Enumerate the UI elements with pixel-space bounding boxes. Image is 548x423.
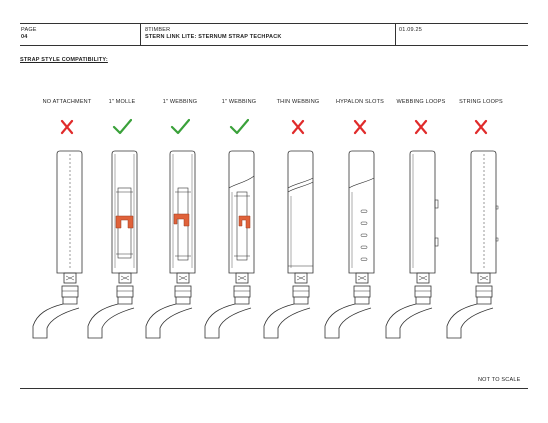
check-icon [229, 118, 249, 136]
column-label-molle: 1" MOLLE [108, 99, 136, 105]
column-label-no-attachment: NO ATTACHMENT [42, 99, 92, 105]
column-label-webbing: 1" WEBBING [162, 99, 198, 105]
footer-rule [20, 388, 528, 389]
section-title: STRAP STYLE COMPATIBILITY: [20, 57, 108, 63]
strap-drawing-string-loops [431, 148, 531, 348]
scale-note: NOT TO SCALE [478, 377, 521, 383]
cross-icon [288, 118, 308, 136]
header-top-rule [20, 23, 528, 24]
header-divider-2 [395, 23, 396, 45]
brand-name: 8TIMBER [145, 27, 171, 33]
header-bottom-rule [20, 45, 528, 46]
cross-icon [411, 118, 431, 136]
header-divider-1 [140, 23, 141, 45]
column-label-thin-webbing: THIN WEBBING [276, 99, 320, 105]
cross-icon [471, 118, 491, 136]
check-icon [112, 118, 132, 136]
column-label-hypalon-slots: HYPALON SLOTS [335, 99, 385, 105]
column-label-webbing-loops: WEBBING LOOPS [396, 99, 446, 105]
document-date: 01.09.25 [399, 27, 423, 33]
cross-icon [350, 118, 370, 136]
document-title: STERN LINK LITE: STERNUM STRAP TECHPACK [145, 34, 282, 40]
page-number: 04 [21, 34, 28, 40]
column-label-string-loops: STRING LOOPS [459, 99, 503, 105]
cross-icon [57, 118, 77, 136]
check-icon [170, 118, 190, 136]
column-label-webbing-alt: 1" WEBBING [221, 99, 257, 105]
page-label: PAGE [21, 27, 37, 33]
